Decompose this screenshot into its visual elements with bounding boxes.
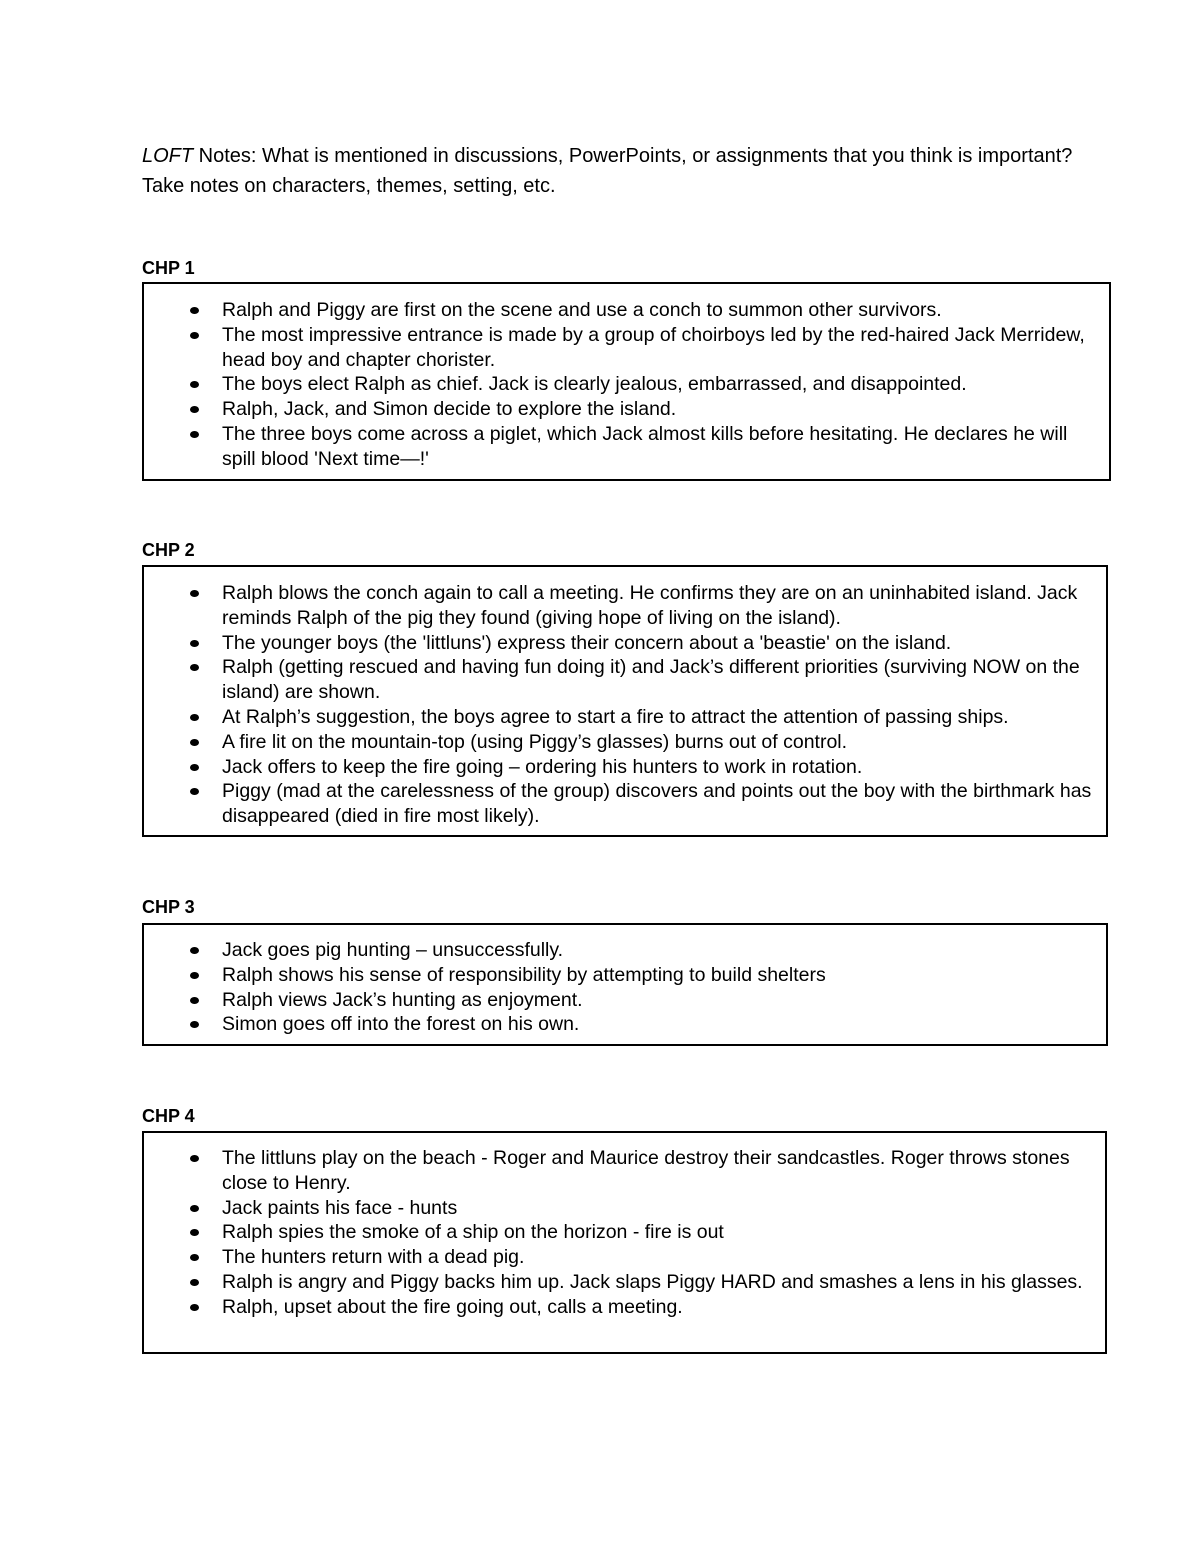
list-item: Jack paints his face - hunts [144, 1196, 1105, 1221]
chapter-1-list [144, 298, 1109, 472]
bullet-icon [190, 1229, 199, 1236]
bullet-icon [190, 640, 199, 647]
bullet-icon [190, 1254, 199, 1261]
bullet-icon [190, 788, 199, 795]
bullet-icon [190, 406, 199, 413]
chapter-1-notes-box [142, 282, 1111, 481]
bullet-icon [190, 590, 199, 597]
list-item: The most impressive entrance is made by a group of choirboys led by the red-haired Jack Merridew, head boy and chapter chorister. [144, 323, 1109, 373]
intro-text: Notes: What is mentioned in discussions, PowerPoints, or assignments that you think is important? Take notes on characters, themes, setting, etc. [142, 145, 1073, 197]
bullet-icon [190, 1155, 199, 1162]
chapter-4-notes-box [142, 1131, 1107, 1354]
list-item: The younger boys (the 'littluns') express their concern about a 'beastie' on the island. [144, 631, 1106, 656]
list-item: The hunters return with a dead pig. [144, 1245, 1105, 1270]
list-item: The three boys come across a piglet, which Jack almost kills before hesitating. He declares he will spill blood 'Next time—!' [144, 422, 1109, 472]
bullet-icon [190, 1021, 199, 1028]
chapter-2-notes-box [142, 565, 1108, 837]
list-item: Ralph blows the conch again to call a meeting. He confirms they are on an uninhabited island. Jack reminds Ralph of the pig they found (giving hope of living on the island). [144, 581, 1106, 631]
chapter-4-list [144, 1146, 1105, 1320]
bullet-icon [190, 714, 199, 721]
list-item: Jack offers to keep the fire going – ordering his hunters to work in rotation. [144, 755, 1106, 780]
list-item: Ralph, Jack, and Simon decide to explore the island. [144, 397, 1109, 422]
intro-lead: LOFT [142, 145, 194, 167]
bullet-icon [190, 307, 199, 314]
intro-paragraph [142, 141, 1102, 201]
list-item: Ralph shows his sense of responsibility by attempting to build shelters [144, 963, 1106, 988]
bullet-icon [190, 1279, 199, 1286]
list-item: Ralph (getting rescued and having fun doing it) and Jack’s different priorities (surviving NOW on the island) are shown. [144, 655, 1106, 705]
chapter-2-heading: CHP 2 [142, 540, 195, 560]
bullet-icon [190, 997, 199, 1004]
chapter-4-heading: CHP 4 [142, 1106, 195, 1126]
list-item: Piggy (mad at the carelessness of the group) discovers and points out the boy with the birthmark has disappeared (died in fire most likely). [144, 779, 1106, 829]
bullet-icon [190, 431, 199, 438]
list-item: At Ralph’s suggestion, the boys agree to start a fire to attract the attention of passing ships. [144, 705, 1106, 730]
chapter-1-heading: CHP 1 [142, 258, 195, 278]
bullet-icon [190, 332, 199, 339]
list-item: The boys elect Ralph as chief. Jack is clearly jealous, embarrassed, and disappointed. [144, 372, 1109, 397]
list-item: Ralph views Jack’s hunting as enjoyment. [144, 988, 1106, 1013]
bullet-icon [190, 947, 199, 954]
chapter-2-list [144, 581, 1106, 829]
list-item: Simon goes off into the forest on his own. [144, 1012, 1106, 1037]
list-item: Ralph, upset about the fire going out, calls a meeting. [144, 1295, 1105, 1320]
bullet-icon [190, 764, 199, 771]
list-item: Ralph and Piggy are first on the scene and use a conch to summon other survivors. [144, 298, 1109, 323]
list-item: Ralph is angry and Piggy backs him up. Jack slaps Piggy HARD and smashes a lens in his glasses. [144, 1270, 1105, 1295]
chapter-3-notes-box [142, 923, 1108, 1046]
bullet-icon [190, 381, 199, 388]
bullet-icon [190, 1205, 199, 1212]
bullet-icon [190, 1304, 199, 1311]
list-item: A fire lit on the mountain-top (using Piggy’s glasses) burns out of control. [144, 730, 1106, 755]
bullet-icon [190, 739, 199, 746]
chapter-3-list [144, 938, 1106, 1037]
chapter-3-heading: CHP 3 [142, 897, 195, 917]
bullet-icon [190, 664, 199, 671]
list-item: The littluns play on the beach - Roger and Maurice destroy their sandcastles. Roger throws stones close to Henry. [144, 1146, 1105, 1196]
bullet-icon [190, 972, 199, 979]
list-item: Jack goes pig hunting – unsuccessfully. [144, 938, 1106, 963]
list-item: Ralph spies the smoke of a ship on the horizon - fire is out [144, 1220, 1105, 1245]
